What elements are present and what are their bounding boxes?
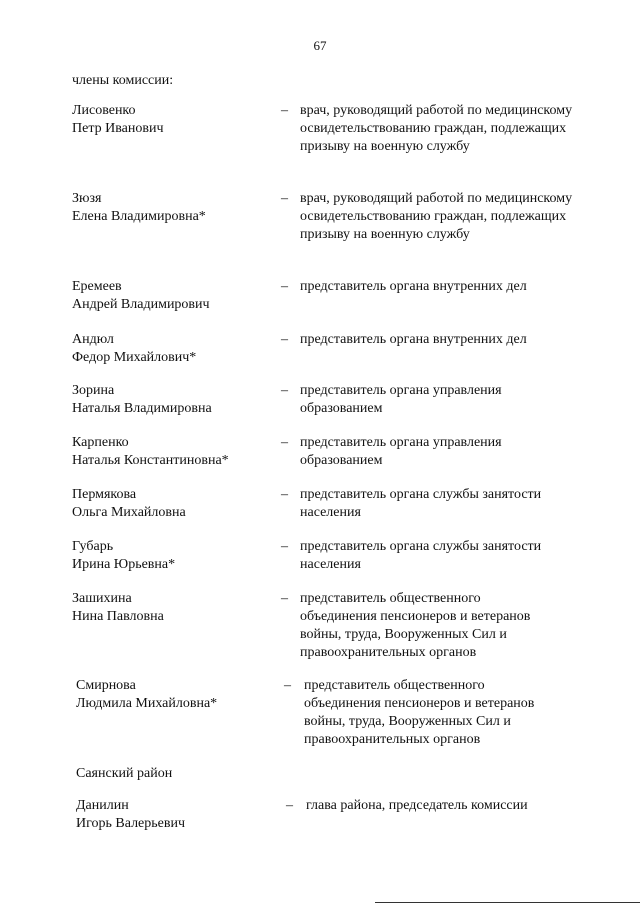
member-name	[72, 486, 272, 522]
member-surname: Зорина	[72, 383, 115, 398]
dash-separator: –	[281, 191, 288, 206]
member-role: врач, руководящий работой по медицинскому освидетельствованию граждан, подлежащих призыву на военную службу	[300, 191, 573, 242]
member-surname: Губарь	[72, 539, 114, 554]
member-given-names: Елена Владимировна*	[72, 209, 206, 224]
member-given-names: Петр Иванович	[72, 121, 164, 136]
dash-separator: –	[281, 435, 288, 450]
commission-members-heading: члены комиссии:	[72, 73, 174, 88]
member-given-names: Людмила Михайловна*	[76, 696, 218, 711]
member-given-names: Наталья Владимировна	[72, 401, 212, 416]
dash-separator: –	[281, 103, 288, 118]
member-name	[72, 190, 272, 226]
member-name	[72, 382, 272, 418]
member-name	[72, 331, 272, 367]
member-name	[72, 278, 272, 314]
dash-separator: –	[281, 591, 288, 606]
member-given-names: Федор Михайлович*	[72, 350, 197, 365]
dash-separator: –	[286, 798, 293, 813]
member-surname: Зашихина	[72, 591, 132, 606]
member-role: представитель органа службы занятости населения	[300, 539, 542, 572]
member-given-names: Ирина Юрьевна*	[72, 557, 176, 572]
member-surname: Зюзя	[72, 191, 102, 206]
member-given-names: Наталья Константиновна*	[72, 453, 229, 468]
member-given-names: Андрей Владимирович	[72, 297, 210, 312]
member-surname: Карпенко	[72, 435, 129, 450]
chair-given-names: Игорь Валерьевич	[76, 816, 186, 831]
dash-separator: –	[281, 383, 288, 398]
member-surname: Андюл	[72, 332, 114, 347]
member-surname: Пермякова	[72, 487, 137, 502]
member-name	[76, 677, 276, 713]
member-role: врач, руководящий работой по медицинскому освидетельствованию граждан, подлежащих призыву на военную службу	[300, 103, 573, 154]
member-role: представитель органа внутренних дел	[300, 332, 527, 347]
member-role: представитель органа управления образованием	[300, 383, 502, 416]
member-name	[72, 538, 272, 574]
chair-name	[76, 797, 276, 833]
member-role: представитель общественного объединения пенсионеров и ветеранов войны, труда, Вооруженных Сил и правоохранительных органов	[304, 678, 535, 747]
district-section-title: Саянский район	[76, 766, 173, 781]
member-given-names: Нина Павловна	[72, 609, 164, 624]
member-role: представитель органа внутренних дел	[300, 279, 527, 294]
dash-separator: –	[284, 678, 291, 693]
member-role: представитель общественного объединения пенсионеров и ветеранов войны, труда, Вооруженных Сил и правоохранительных органов	[300, 591, 531, 660]
dash-separator: –	[281, 539, 288, 554]
member-given-names: Ольга Михайловна	[72, 505, 186, 520]
footer-rule	[375, 902, 640, 903]
member-role: представитель органа управления образованием	[300, 435, 502, 468]
page-number: 67	[313, 38, 327, 53]
chair-role: глава района, председатель комиссии	[306, 798, 528, 813]
dash-separator: –	[281, 487, 288, 502]
member-surname: Еремеев	[72, 279, 122, 294]
member-name	[72, 434, 272, 470]
member-surname: Смирнова	[76, 678, 136, 693]
dash-separator: –	[281, 332, 288, 347]
dash-separator: –	[281, 279, 288, 294]
member-name	[72, 102, 272, 138]
member-role: представитель органа службы занятости населения	[300, 487, 542, 520]
chair-surname: Данилин	[76, 798, 129, 813]
member-surname: Лисовенко	[72, 103, 136, 118]
member-name	[72, 590, 272, 626]
